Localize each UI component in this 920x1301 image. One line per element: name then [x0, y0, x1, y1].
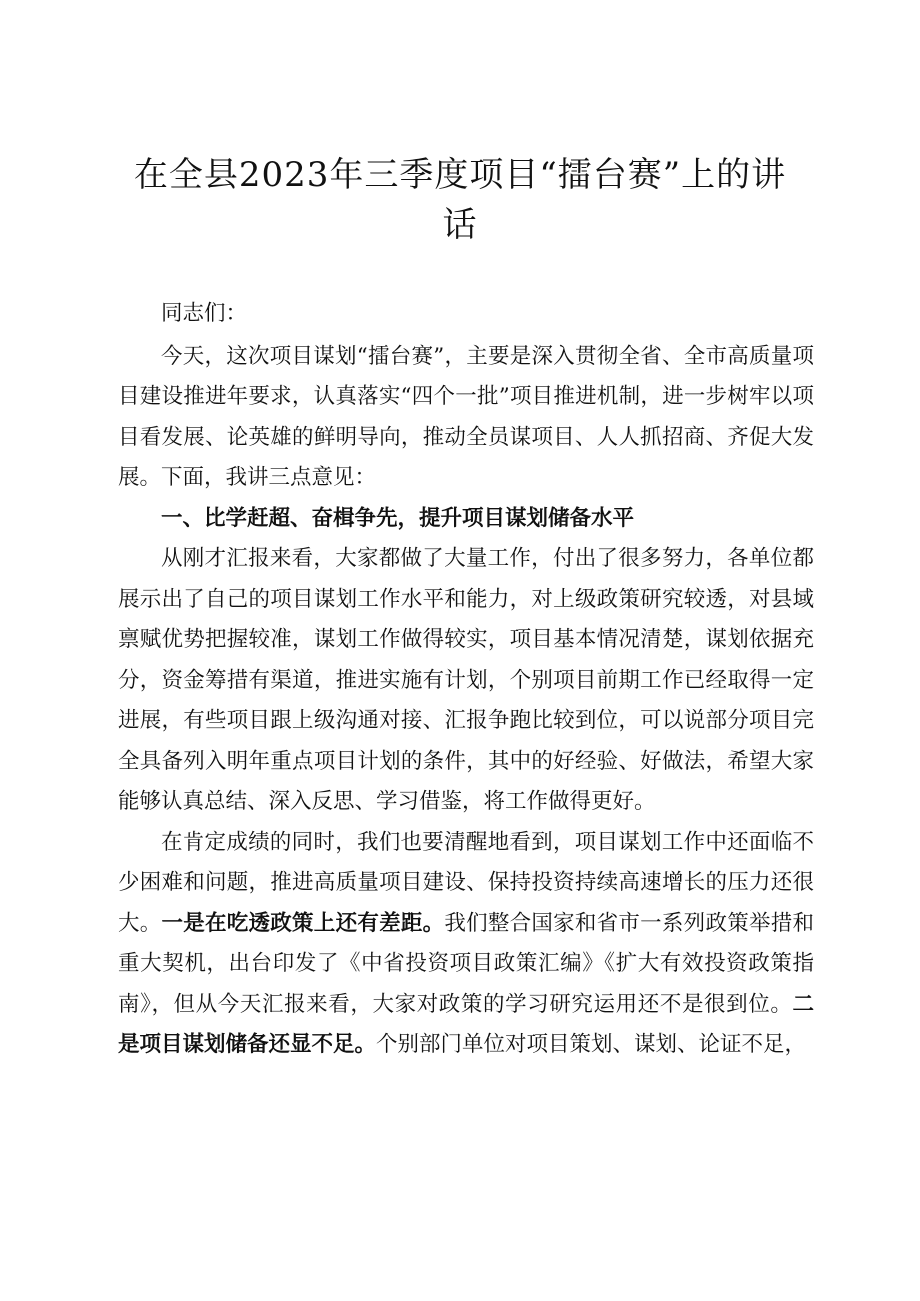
- problem-point-1-text: 我们整合国家和省市一系列政策举措和重大契机，出台印发了《中省投资项目政策汇编》《扩大有效投资政策指南》，但从今天汇报来看，大家对政策的学习研究运用还不是很到位。: [118, 910, 814, 1017]
- paragraph-problems: [118, 823, 814, 1066]
- problem-point-2-text: 个别部门单位对项目策划、谋划、论证不足，: [376, 1032, 807, 1057]
- problems-intro-text: 在肯定成绩的同时，我们也要清醒地看到，项目谋划工作中还面临不少困难和问题，推进高质量项目建设、保持投资持续高速增长的压力还很大。: [118, 829, 814, 936]
- paragraph-intro: 今天，这次项目谋划“擂台赛”，主要是深入贯彻全省、全市高质量项目建设推进年要求，认真落实“四个一批”项目推进机制，进一步树牢以项目看发展、论英雄的鲜明导向，推动全员谋项目、人人抓招商、齐促大发展。下面，我讲三点意见：: [118, 343, 814, 490]
- document-body: [118, 294, 814, 1066]
- problem-point-1: 一是在吃透政策上还有差距。: [161, 910, 445, 936]
- paragraph-achievements: 从刚才汇报来看，大家都做了大量工作，付出了很多努力，各单位都展示出了自己的项目谋划工作水平和能力，对上级政策研究较透，对县域禀赋优势把握较准，谋划工作做得较实，项目基本情况清楚，谋划依据充分，资金筹措有渠道，推进实施有计划，个别项目前期工作已经取得一定进展，有些项目跟上级沟通对接、汇报争跑比较到位，可以说部分项目完全具备列入明年重点项目计划的条件，其中的好经验、好做法，希望大家能够认真总结、深入反思、学习借鉴，将工作做得更好。: [118, 546, 814, 814]
- document-title: 在全县2023年三季度项目“擂台赛”上的讲话: [133, 155, 787, 245]
- section-heading-1: 一、比学赶超、奋楫争先，提升项目谋划储备水平: [161, 505, 635, 531]
- problem-point-2: 二是项目谋划储备还显不足。: [118, 991, 814, 1057]
- greeting: 同志们：: [161, 301, 248, 326]
